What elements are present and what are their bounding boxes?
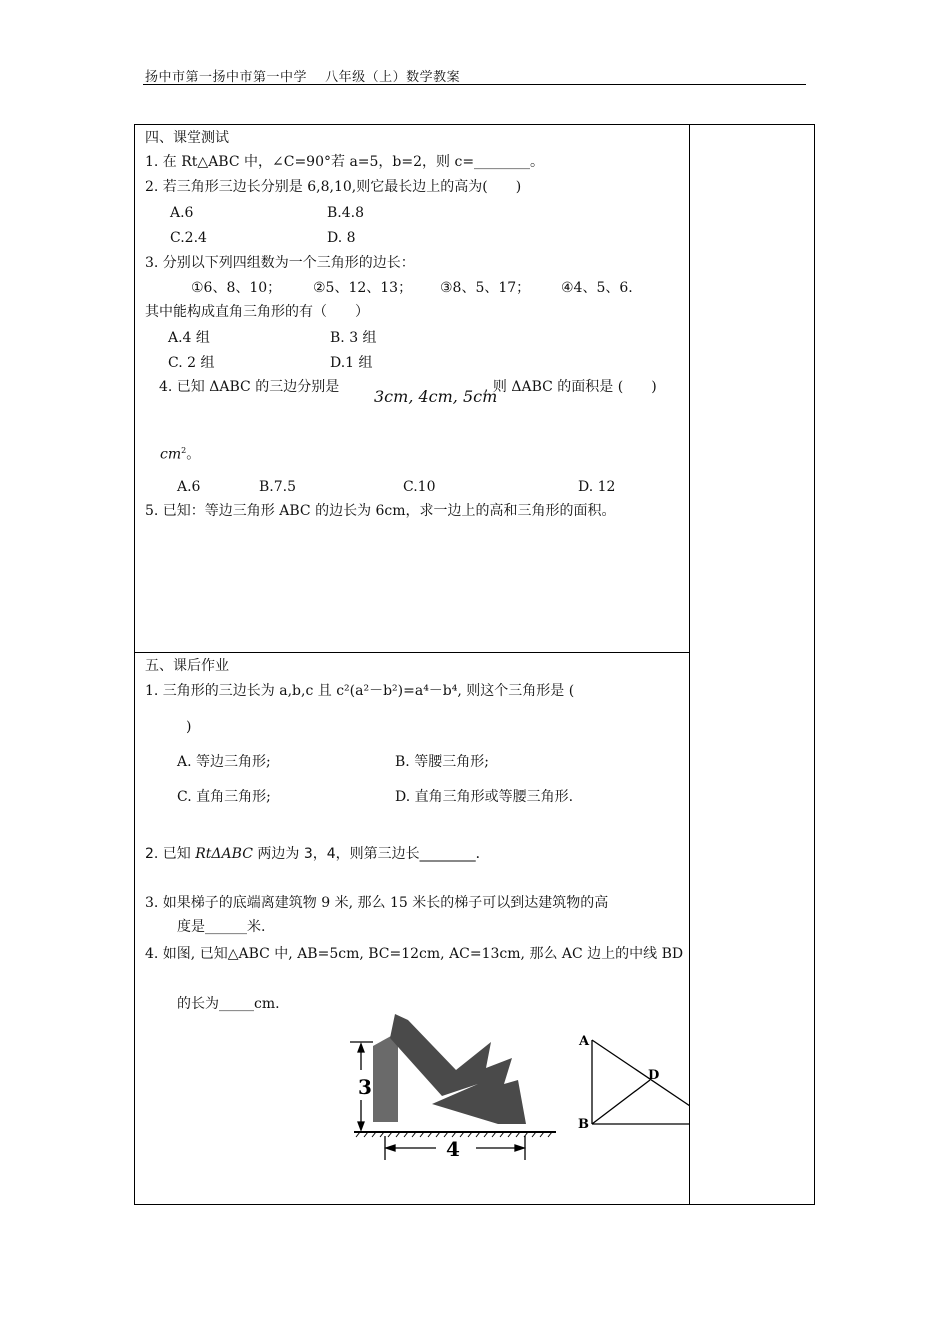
s4-q3-option-b: B. 3 组 [330,330,377,346]
s5-question-4-line1: 4. 如图, 已知△ABC 中, AB=5cm, BC=12cm, AC=13cm, 那么 AC 边上的中线 BD [145,946,684,962]
tree-trunk [373,1036,398,1122]
s4-q4-option-a: A.6 [177,479,201,495]
broken-tree-figure [346,1008,566,1160]
fallen-tree-top [390,1014,526,1124]
s4-q3-set-4: ④4、5、6. [561,280,633,296]
s4-q4-option-b: B.7.5 [259,479,297,495]
s4-q4-unit: $cm^2$。 [160,446,201,463]
s5-question-4-line2: 的长为_____cm. [177,996,280,1012]
s5-q1-close: ) [186,719,192,735]
s5-question-1: 1. 三角形的三边长为 a,b,c 且 c²(a²－b²)=a⁴－b⁴, 则这个三角形是 ( [145,683,575,699]
s4-q3-option-c: C. 2 组 [168,355,215,371]
s4-q2-option-b: B.4.8 [327,205,365,221]
table-row-divider [134,652,690,653]
label-d: D [648,1068,660,1083]
s4-question-5: 5. 已知：等边三角形 ABC 的边长为 6cm，求一边上的高和三角形的面积。 [145,503,616,519]
s4-q3-ask: 其中能构成直角三角形的有（ ） [145,304,369,320]
median-bd [592,1080,650,1124]
s5-q1-option-b: B. 等腰三角形; [395,754,489,770]
s4-question-1: 1. 在 Rt△ABC 中，∠C=90°若 a=5，b=2，则 c=________。 [145,154,545,170]
s5-q1-option-d: D. 直角三角形或等腰三角形. [395,789,574,805]
s4-q4-option-d: D. 12 [578,479,616,495]
s4-q3-option-d: D.1 组 [330,355,373,371]
s4-q3-set-1: ①6、8、10； [191,280,282,296]
header-rule [143,84,806,85]
label-b: B [578,1117,589,1132]
s4-question-2: 2. 若三角形三边长分别是 6,8,10,则它最长边上的高为( ) [145,179,522,195]
s4-question-4-prefix: 4. 已知 ΔABC 的三边分别是 [159,379,340,395]
section4-title: 四、课堂测试 [145,130,229,146]
s4-q3-set-2: ②5、12、13； [313,280,413,296]
s4-q2-option-c: C.2.4 [170,230,207,246]
triangle-abc-figure [574,1028,690,1140]
s5-question-2: 2. 已知 RtΔABC 两边为 3，4，则第三边长________． [145,846,490,862]
width-label: 4 [446,1137,460,1160]
s5-question-3-line2: 度是______米. [177,919,266,935]
s5-q1-option-c: C. 直角三角形; [177,789,271,805]
s4-q3-option-a: A.4 组 [168,330,210,346]
label-a: A [579,1034,590,1049]
hypotenuse-ac [592,1040,690,1106]
page-header: 扬中市第一扬中市第一中学 八年级（上）数学教案 [145,70,461,85]
s4-question-3: 3. 分别以下列四组数为一个三角形的边长： [145,255,415,271]
s4-q3-set-3: ③8、5、17； [440,280,531,296]
s4-q4-option-c: C.10 [403,479,436,495]
section5-title: 五、课后作业 [145,658,229,674]
s5-q1-option-a: A. 等边三角形; [177,754,271,770]
s4-q4-formula: 3cm, 4cm, 5cm [374,387,498,406]
height-label: 3 [358,1075,372,1099]
s5-question-3-line1: 3. 如果梯子的底端离建筑物 9 米, 那么 15 米长的梯子可以到达建筑物的高 [145,895,609,911]
s4-question-4-suffix: , 则 ΔABC 的面积是 ( ) [484,379,657,395]
s4-q2-option-a: A.6 [170,205,194,221]
s4-q2-option-d: D. 8 [327,230,356,246]
